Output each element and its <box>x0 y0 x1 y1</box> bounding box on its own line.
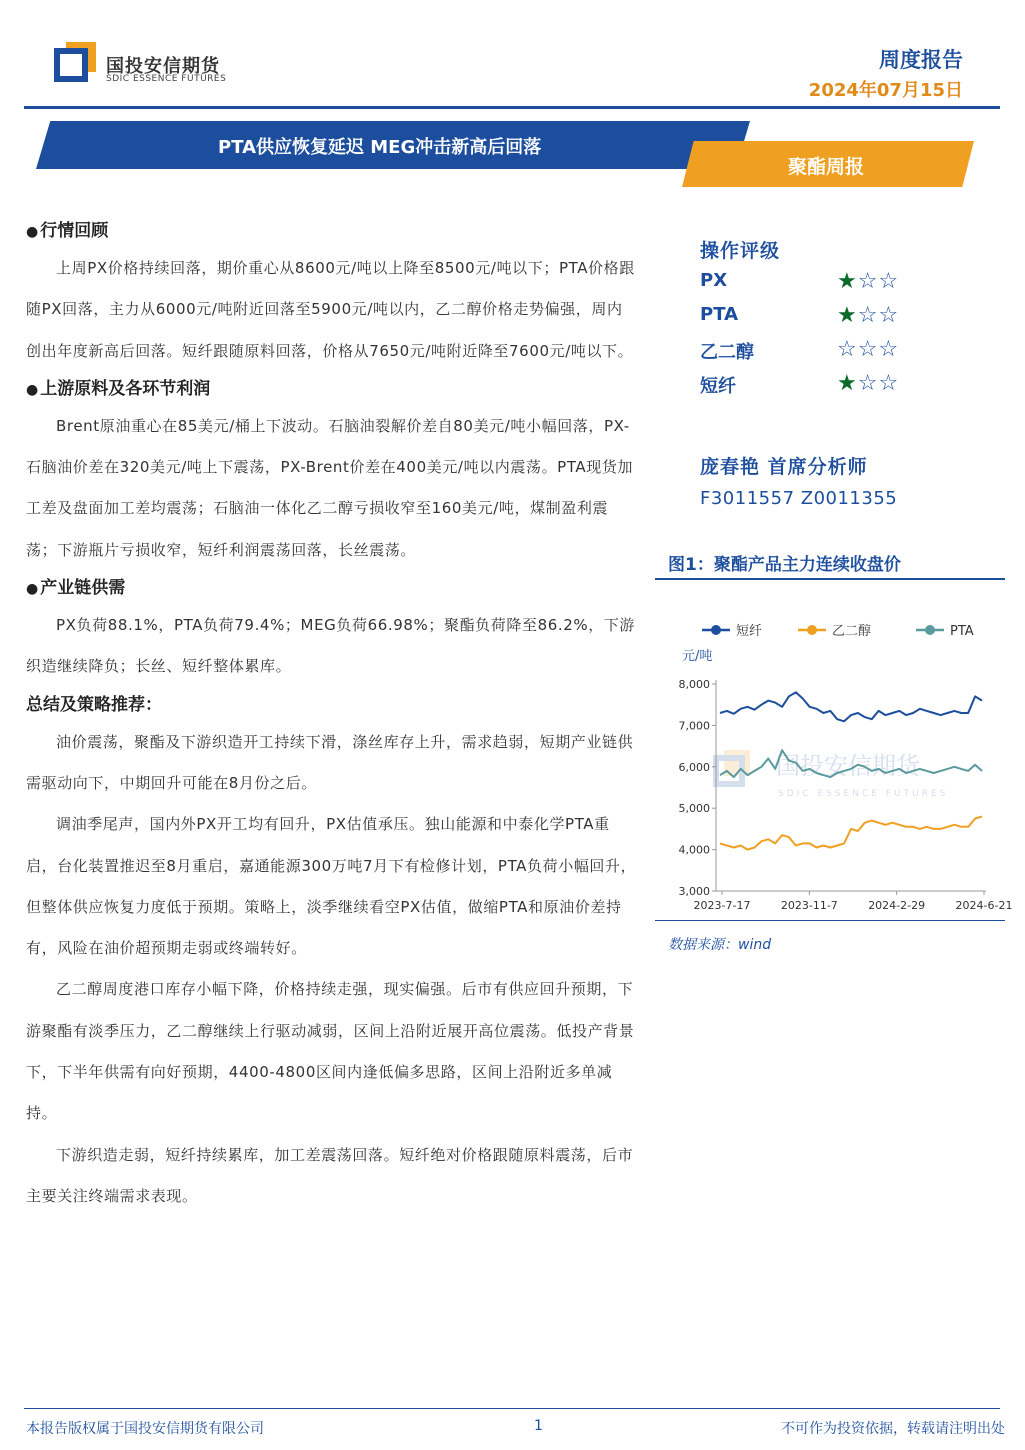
page-number: 1 <box>534 1418 543 1434</box>
star-filled-icon: ★ <box>837 303 858 328</box>
header-divider <box>24 106 1000 109</box>
section-paragraph: 上周PX价格持续回落，期价重心从8600元/吨以上降至8500元/吨以下；PTA价格跟随PX回落，主力从6000元/吨附近回落至5900元/吨以内，乙二醇价格走势偏强，周内创出年度新高后回落。短纤跟随原料回落，价格从7650元/吨附近降至7600元/吨以下。 <box>26 259 635 360</box>
report-type: 周度报告 <box>879 48 963 72</box>
rating-stars <box>837 337 899 362</box>
figure-title: 图1：聚酯产品主力连续收盘价 <box>668 555 901 575</box>
rating-product: 短纤 <box>700 376 736 397</box>
rating-title: 操作评级 <box>700 240 781 262</box>
watermark-text-en: SDIC ESSENCE FUTURES <box>778 789 949 799</box>
star-outline-icon: ☆ <box>857 269 879 294</box>
section-heading-text: 总结及策略推荐： <box>26 694 162 715</box>
report-date: 2024年07月15日 <box>808 80 963 101</box>
section-heading <box>26 571 638 605</box>
section-heading-text: 上游原料及各环节利润 <box>40 378 211 399</box>
company-name-en: SDIC ESSENCE FUTURES <box>106 74 227 84</box>
rating-row <box>700 338 920 368</box>
legend-marker <box>711 625 721 635</box>
star-outline-icon: ☆ <box>878 337 900 362</box>
rating-product: PX <box>700 270 728 291</box>
section-paragraph: PX负荷88.1%，PTA负荷79.4%；MEG负荷66.98%；聚酯负荷降至86.2%，下游织造继续降负；长丝、短纤整体累库。 <box>26 616 636 676</box>
rating-product: PTA <box>700 304 739 325</box>
footer-divider <box>24 1408 1000 1409</box>
section-heading <box>26 688 638 722</box>
rating-stars <box>837 269 899 294</box>
star-outline-icon: ☆ <box>857 371 879 396</box>
star-filled-icon: ★ <box>837 269 858 294</box>
section-paragraph: Brent原油重心在85美元/桶上下波动。石脑油裂解价差自80美元/吨小幅回落，PX-石脑油价差在320美元/吨上下震荡，PX-Brent价差在400美元/吨以内震荡。PTA现货加工差及盘面加工差均震荡；石脑油一体化乙二醇亏损收窄至160美元/吨，煤制盈利震荡；下游瓶片亏损收窄，短纤利润震荡回落，长丝震荡。 <box>26 416 634 559</box>
star-outline-icon: ☆ <box>857 303 879 328</box>
legend-label: 乙二醇 <box>832 624 872 639</box>
legend-label: PTA <box>950 624 974 639</box>
section-heading-text: 产业链供需 <box>40 578 126 599</box>
analyst-license: F3011557 Z0011355 <box>700 488 898 509</box>
column-name: 聚酯周报 <box>788 156 865 178</box>
rating-stars <box>837 371 899 396</box>
legend-marker <box>925 625 935 635</box>
figure-bottom-divider <box>655 920 1005 921</box>
star-outline-icon: ☆ <box>837 337 858 362</box>
footer-disclaimer: 不可作为投资依据，转载请注明出处 <box>781 1421 1005 1437</box>
section-paragraph: 调油季尾声，国内外PX开工均有回升，PX估值承压。独山能源和中泰化学PTA重启，台化装置推迟至8月重启，嘉通能源300万吨7月下有检修计划，PTA负荷小幅回升，但整体供应恢复力度低于预期。策略上，淡季继续看空PX估值，做缩PTA和原油价差持有，风险在油价超预期走弱或终端转好。 <box>26 815 637 958</box>
watermark-text: 国投安信期货 <box>776 752 920 780</box>
company-name-cn: 国投安信期货 <box>106 56 220 77</box>
star-outline-icon: ☆ <box>878 269 900 294</box>
footer-copyright: 本报告版权属于国投安信期货有限公司 <box>26 1421 264 1437</box>
y-tick-label: 6,000 <box>678 760 710 774</box>
bullet-icon: ● <box>26 581 39 598</box>
section-heading-text: 行情回顾 <box>40 221 109 241</box>
section-heading <box>26 214 638 248</box>
figure-divider <box>655 578 1005 580</box>
series-line <box>720 817 982 850</box>
x-tick-label: 2023-11-7 <box>780 899 838 912</box>
rating-row <box>700 270 920 300</box>
y-tick-label: 8,000 <box>678 678 710 691</box>
star-filled-icon: ★ <box>837 371 858 396</box>
y-tick-label: 5,000 <box>678 802 710 816</box>
company-logo <box>54 42 98 84</box>
report-title: PTA供应恢复延迟 MEG冲击新高后回落 <box>218 137 542 158</box>
legend-marker <box>807 625 817 635</box>
star-outline-icon: ☆ <box>878 371 900 396</box>
section-paragraph: 油价震荡，聚酯及下游织造开工持续下滑，涤丝库存上升，需求趋弱，短期产业链供需驱动向下，中期回升可能在8月份之后。 <box>26 732 634 792</box>
section-paragraph: 乙二醇周度港口库存小幅下降，价格持续走强，现实偏强。后市有供应回升预期，下游聚酯有淡季压力，乙二醇继续上行驱动减弱，区间上沿附近展开高位震荡。低投产背景下，下半年供需有向好预期，4400-4800区间内逢低偏多思路，区间上沿附近多单减持。 <box>26 980 635 1123</box>
y-axis-label: 元/吨 <box>682 649 713 664</box>
data-source: 数据来源：wind <box>668 937 772 953</box>
rating-product: 乙二醇 <box>700 342 754 363</box>
series-line <box>720 692 982 721</box>
section-heading <box>26 372 638 406</box>
bullet-icon: ● <box>26 224 39 240</box>
rating-row <box>700 372 920 402</box>
y-tick-label: 7,000 <box>678 719 710 733</box>
analyst-name: 庞春艳 首席分析师 <box>700 456 868 478</box>
bullet-icon: ● <box>26 381 39 398</box>
price-chart <box>660 604 1013 916</box>
rating-row <box>700 304 920 334</box>
star-outline-icon: ☆ <box>878 303 900 328</box>
x-tick-label: 2024-6-21 <box>955 899 1013 912</box>
star-outline-icon: ☆ <box>857 337 879 362</box>
rating-stars <box>837 303 899 328</box>
x-tick-label: 2024-2-29 <box>868 899 926 912</box>
watermark <box>716 750 948 799</box>
y-tick-label: 4,000 <box>678 843 710 857</box>
x-tick-label: 2023-7-17 <box>693 899 751 912</box>
section-paragraph: 下游织造走弱，短纤持续累库，加工差震荡回落。短纤绝对价格跟随原料震荡，后市主要关注终端需求表现。 <box>26 1145 634 1205</box>
main-content <box>26 214 638 1217</box>
legend-label: 短纤 <box>736 624 763 639</box>
y-tick-label: 3,000 <box>678 885 710 898</box>
